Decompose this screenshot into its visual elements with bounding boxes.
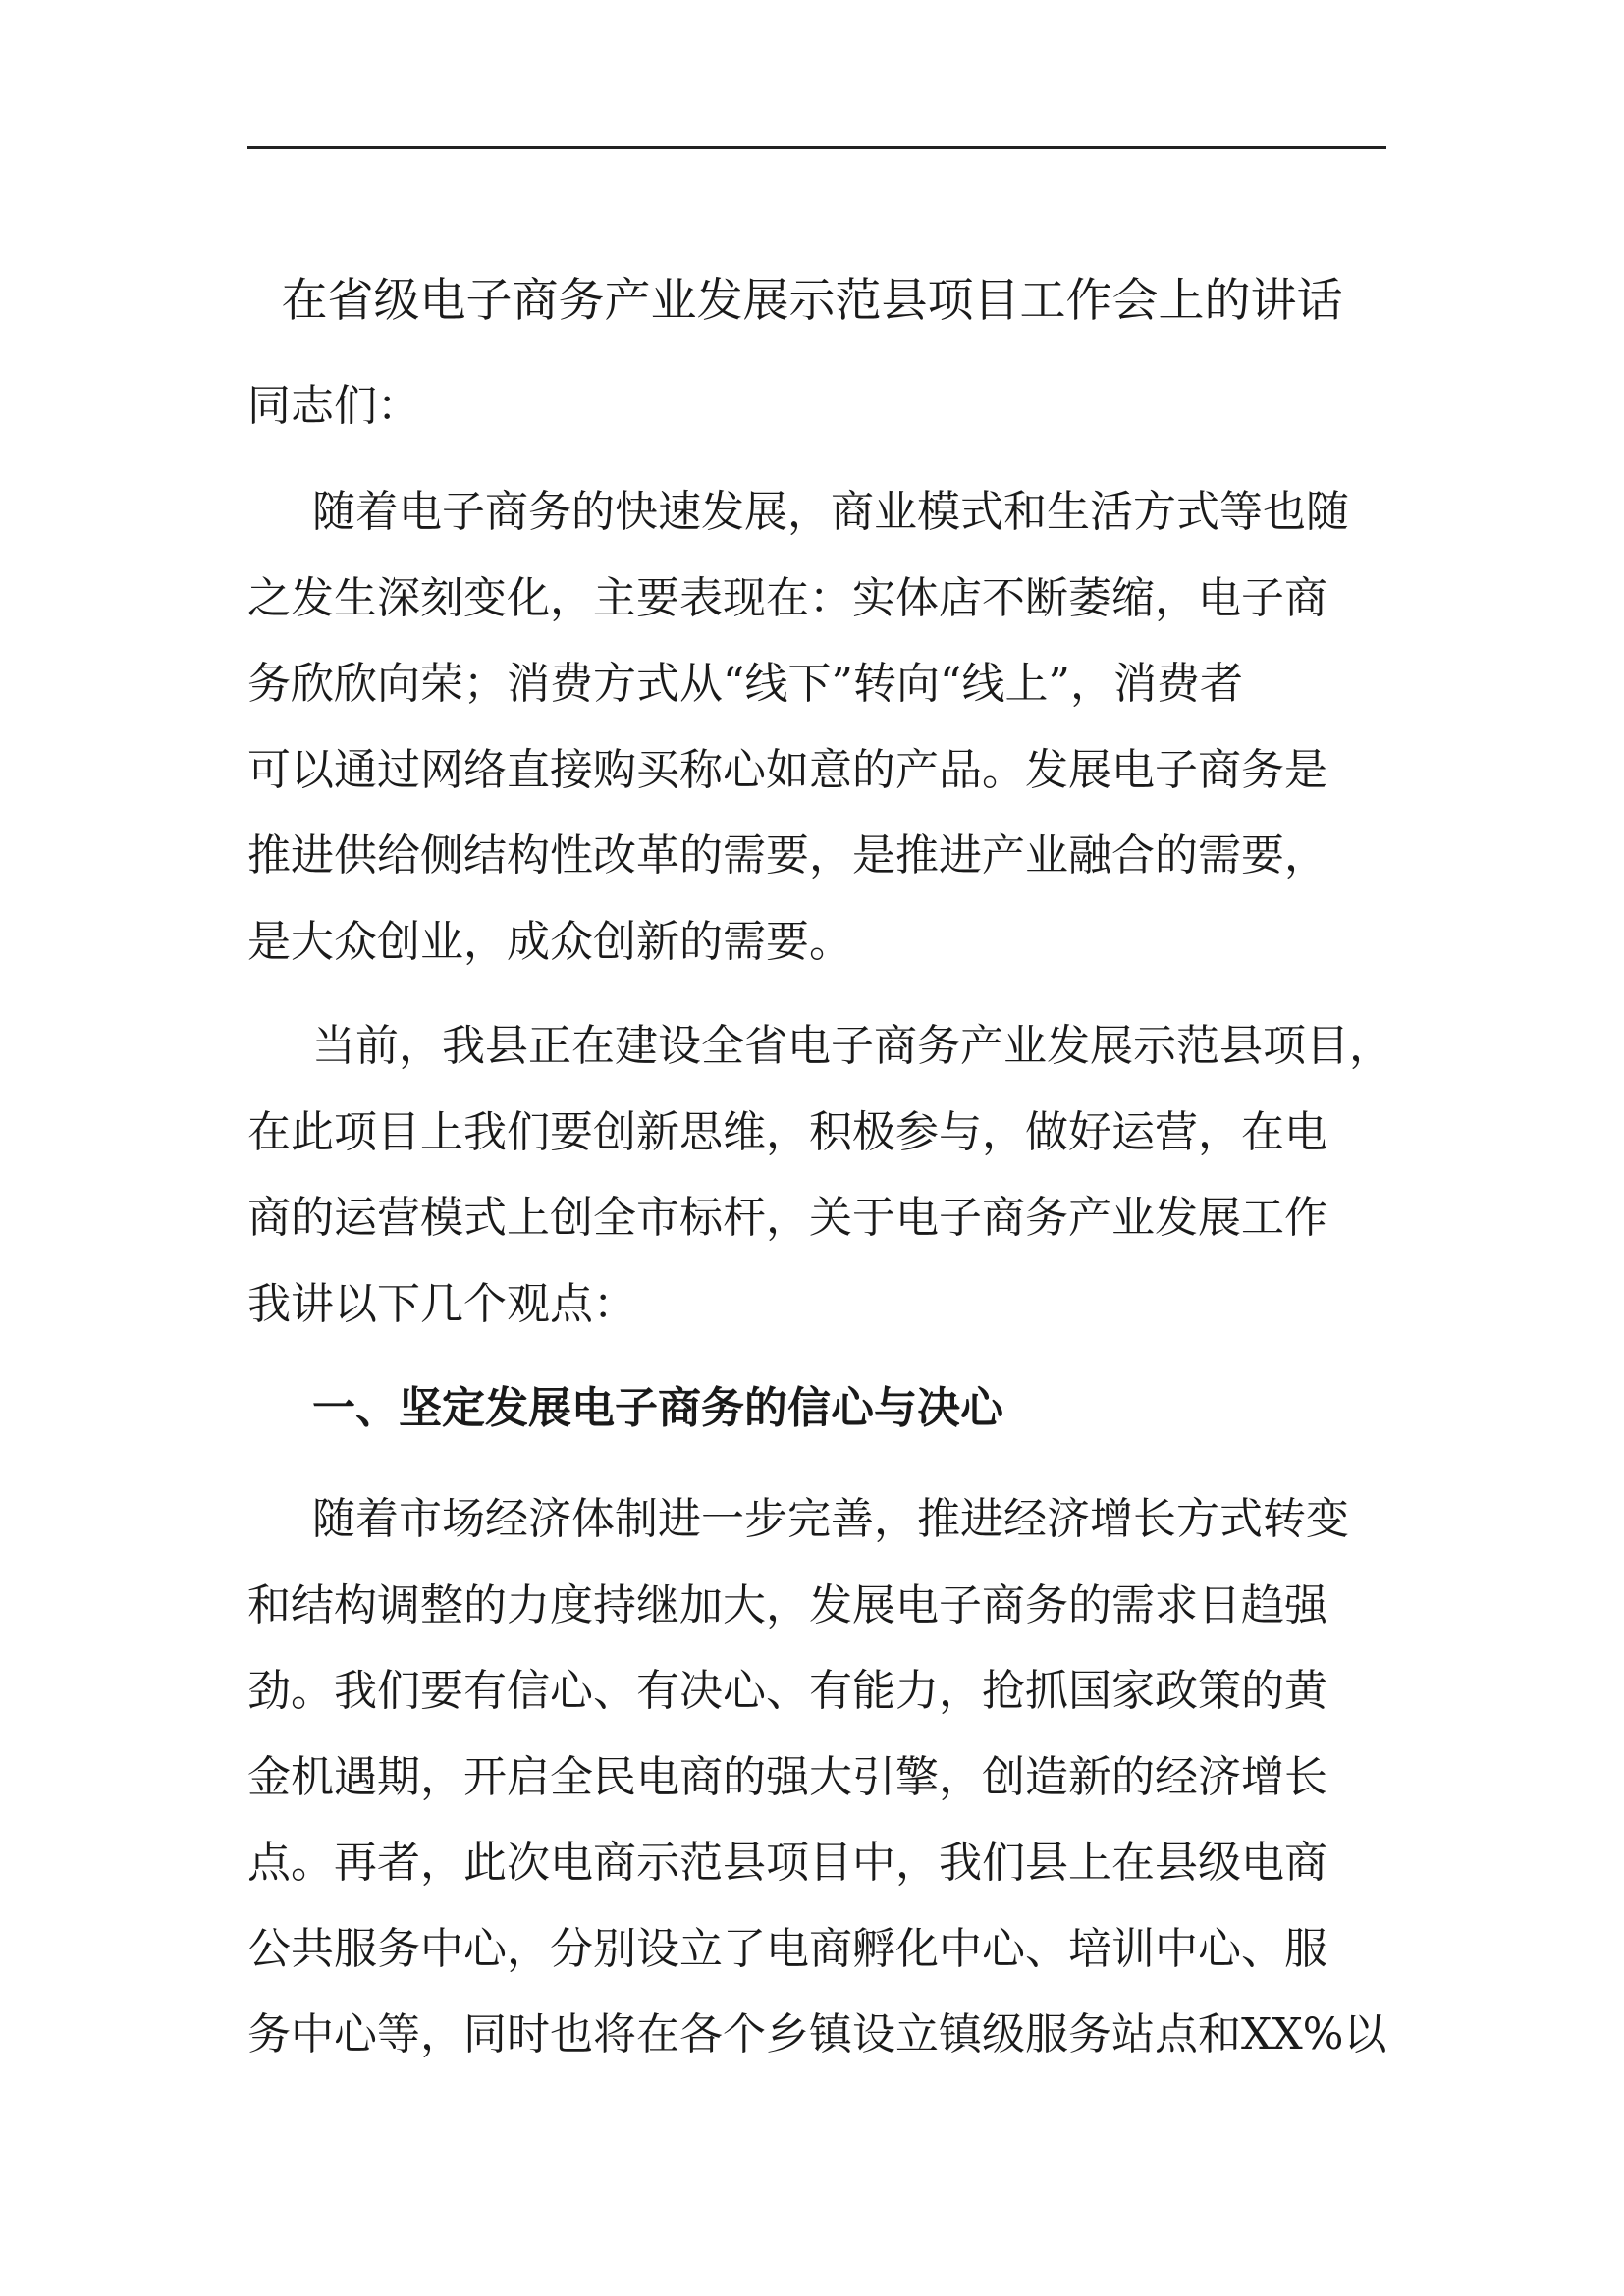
salutation: 同志们：: [247, 381, 420, 431]
paragraph-line: 是大众创业，成众创新的需要。: [247, 916, 852, 967]
paragraph-line: 随着市场经济体制进一步完善，推进经济增长方式转变: [312, 1494, 1349, 1544]
paragraph-3: [247, 1476, 1386, 2078]
paragraph-line: 在此项目上我们要创新思维，积极参与，做好运营，在电: [247, 1106, 1327, 1157]
document-title: 在省级电子商务产业发展示范县项目工作会上的讲话: [281, 274, 1343, 328]
paragraph-line: 我讲以下几个观点：: [247, 1278, 636, 1329]
paragraph-line: 当前，我县正在建设全省电子商务产业发展示范县项目，: [312, 1021, 1392, 1071]
paragraph-line: 公共服务中心，分别设立了电商孵化中心、培训中心、服: [247, 1923, 1327, 1974]
paragraph-line: 和结构调整的力度持继加大，发展电子商务的需求日趋强: [247, 1579, 1327, 1630]
paragraph-line: 可以通过网络直接购买称心如意的产品。发展电子商务是: [247, 744, 1327, 795]
paragraph-line: 务中心等，同时也将在各个乡镇设立镇级服务站点和XX%以: [247, 2009, 1387, 2059]
paragraph-line: 之发生深刻变化，主要表现在：实体店不断萎缩，电子商: [247, 572, 1327, 623]
paragraph-line: 商的运营模式上创全市标杆，关于电子商务产业发展工作: [247, 1193, 1327, 1243]
header-rule: [247, 146, 1386, 149]
paragraph-line: 随着电子商务的快速发展，商业模式和生活方式等也随: [312, 487, 1349, 537]
section-heading: 一、坚定发展电子商务的信心与决心: [312, 1383, 1003, 1433]
paragraph-line: 点。再者，此次电商示范县项目中，我们县上在县级电商: [247, 1838, 1327, 1888]
paragraph-line: 务欣欣向荣；消费方式从“线下”转向“线上”，消费者: [247, 659, 1243, 709]
paragraph-2: [247, 1003, 1392, 1347]
paragraph-1: [247, 469, 1386, 985]
paragraph-line: 推进供给侧结构性改革的需要，是推进产业融合的需要，: [247, 830, 1327, 881]
paragraph-line: 金机遇期，开启全民电商的强大引擎，创造新的经济增长: [247, 1751, 1327, 1802]
paragraph-line: 劲。我们要有信心、有决心、有能力，抢抓国家政策的黄: [247, 1666, 1327, 1716]
